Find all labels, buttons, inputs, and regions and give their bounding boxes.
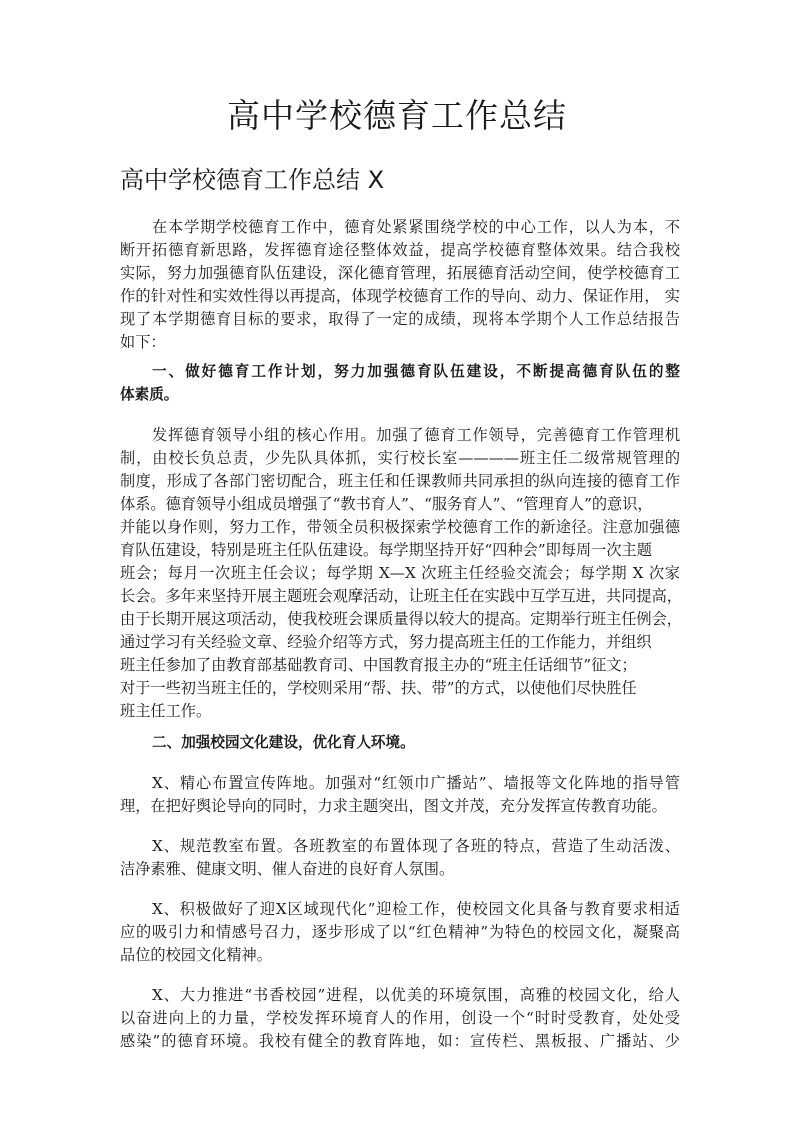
text-line: X、积极做好了迎X区域现代化”迎检工作，使校园文化具备与教育要求相适 [152, 900, 680, 918]
text-line: 感染”的德育环境。我校有健全的教育阵地，如：宣传栏、黑板报、广播站、少 [120, 1032, 680, 1050]
heading-line: 体素质。 [120, 386, 179, 403]
text-line: 育队伍建设，特别是班主任队伍建设。每学期坚持开好“四种会”即每周一次主题 [120, 541, 652, 559]
text-line: 对于一些初当班主任的，学校则采用“帮、扶、带”的方式，以使他们尽快胜任 [120, 679, 637, 697]
text-line: 体系。德育领导小组成员增强了“教书育人”、“服务育人”、“管理育人”的意识， [120, 495, 653, 513]
text-line: 长会。多年来坚持开展主题班会观摩活动，让班主任在实践中互学互进，共同提高， [120, 587, 682, 605]
text-line: 以奋进向上的力量，学校发挥环境育人的作用，创设一个“时时受教育，处处受 [120, 1009, 680, 1027]
text-line: 现了本学期德育目标的要求，取得了一定的成绩，现将本学期个人工作总结报告 [120, 310, 680, 328]
text-line: 断开拓德育新思路，发挥德育途径整体效益，提高学校德育整体效果。结合我校 [120, 241, 680, 259]
text-line: X、大力推进“书香校园”进程，以优美的环境氛围，高雅的校园文化，给人 [152, 986, 680, 1004]
text-line: 由于长期开展这项活动，使我校班会课质量得以较大的提高。定期举行班主任例会， [120, 610, 682, 628]
text-line: 应的吸引力和情感号召力，逐步形成了以“红色精神”为特色的校园文化，凝聚高 [120, 923, 680, 941]
text-line: 制度，形成了各部门密切配合，班主任和任课教师共同承担的纵向连接的德育工作 [120, 472, 680, 490]
text-line: 在本学期学校德育工作中，德育处紧紧围绕学校的中心工作，以人为本，不 [152, 218, 680, 236]
text-line: 实际，努力加强德育队伍建设，深化德育管理，拓展德育活动空间，使学校德育工 [120, 264, 680, 282]
heading-line: 一、做好德育工作计划，努力加强德育队伍建设，不断提高德育队伍的整 [152, 363, 680, 380]
section-2-heading: 二、加强校园文化建设，优化育人环境。 [152, 734, 415, 751]
document-title: 高中学校德育工作总结 [227, 96, 567, 135]
text-line: 并能以身作则，努力工作，带领全员积极探索学校德育工作的新途径。注意加强德 [120, 518, 680, 536]
text-line: X、精心布置宣传阵地。加强对“红领巾广播站”、墙报等文化阵地的指导管 [152, 774, 680, 792]
text-line: 制，由校长负总责，少先队具体抓，实行校长室————班主任二级常规管理的 [120, 449, 680, 467]
text-line: 班主任参加了由教育部基础教育司、中国教育报主办的“班主任话细节”征文； [120, 656, 637, 674]
document-subtitle: 高中学校德育工作总结 X [120, 166, 385, 194]
text-line: 品位的校园文化精神。 [120, 946, 272, 964]
text-line: 班主任工作。 [120, 702, 212, 720]
text-line: 通过学习有关经验文章、经验介绍等方式，努力提高班主任的工作能力，并组织 [120, 633, 652, 651]
text-line: 洁净素雅、健康文明、催人奋进的良好育人氛围。 [120, 860, 455, 878]
text-line: 理，在把好舆论导向的同时，力求主题突出，图文并茂，充分发挥宣传教育功能。 [120, 797, 667, 815]
text-line: 班会；每月一次班主任会议；每学期 X—X 次班主任经验交流会；每学期 X 次家 [120, 564, 680, 582]
text-line: 发挥德育领导小组的核心作用。加强了德育工作领导，完善德育工作管理机 [152, 426, 680, 444]
text-line: X、规范教室布置。各班教室的布置体现了各班的特点，营造了生动活泼、 [152, 837, 680, 855]
text-line: 作的针对性和实效性得以再提高，体现学校德育工作的导向、动力、保证作用， 实 [120, 287, 680, 305]
text-line: 如下： [120, 333, 166, 351]
